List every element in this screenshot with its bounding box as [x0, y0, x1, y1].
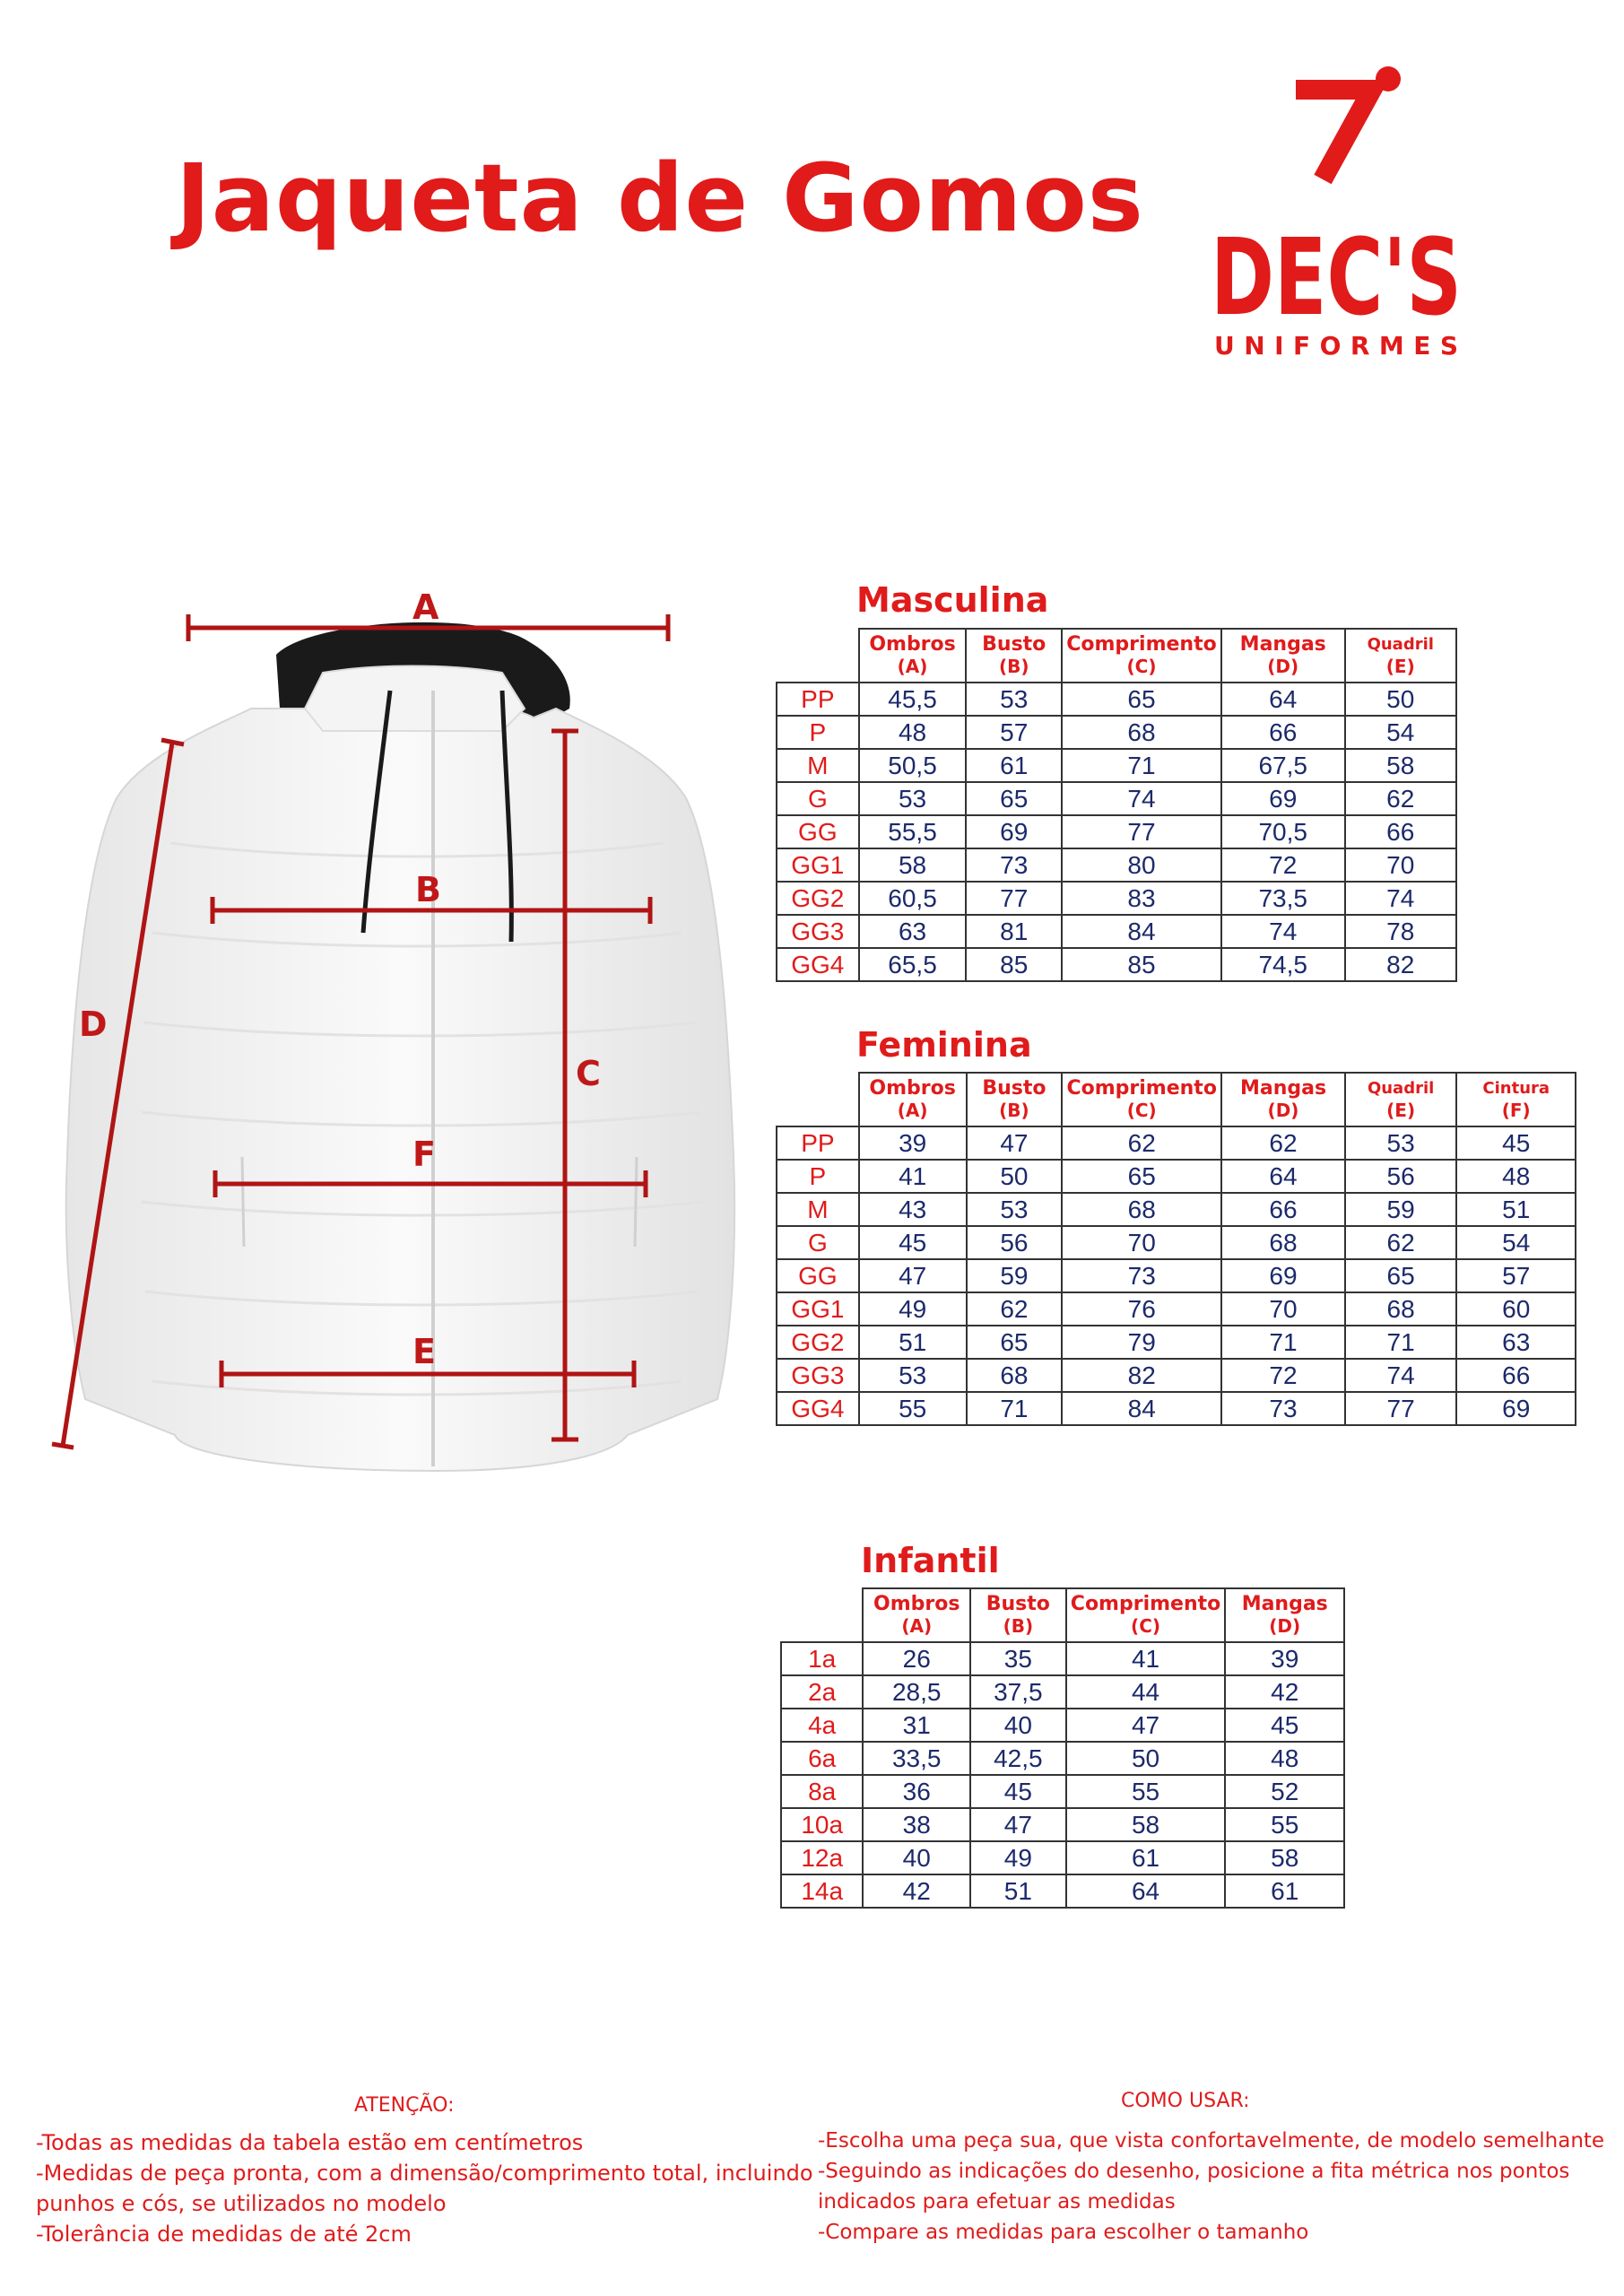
size-label: GG3: [777, 915, 859, 948]
measurement-cell: 62: [1345, 782, 1457, 815]
measurement-cell: 71: [1345, 1326, 1457, 1359]
size-label: GG4: [777, 948, 859, 981]
col-busto: Busto (B): [966, 629, 1062, 683]
measurement-cell: 45: [1225, 1709, 1344, 1742]
measurement-cell: 77: [1345, 1392, 1457, 1425]
measurement-cell: 74: [1345, 882, 1457, 915]
size-label: GG2: [777, 882, 859, 915]
col-cintura: Cintura (F): [1456, 1073, 1576, 1126]
measurement-cell: 82: [1345, 948, 1457, 981]
table-row: [777, 1193, 1576, 1226]
measurement-cell: 64: [1066, 1874, 1226, 1908]
measurement-cell: 69: [1221, 782, 1345, 815]
jacket-diagram: [36, 574, 771, 1507]
measurement-cell: 82: [1062, 1359, 1221, 1392]
size-label: 6a: [781, 1742, 863, 1775]
measurement-cell: 84: [1062, 915, 1221, 948]
measurement-cell: 53: [1345, 1126, 1457, 1160]
measurement-cell: 63: [1456, 1326, 1576, 1359]
measurement-cell: 65: [1062, 1160, 1221, 1193]
col-mangas: Mangas (D): [1221, 629, 1345, 683]
measurement-cell: 71: [1062, 749, 1221, 782]
measurement-cell: 48: [859, 716, 967, 749]
measurement-cell: 41: [1066, 1642, 1226, 1675]
table-feminina: [776, 1072, 1576, 1426]
measurement-cell: 31: [863, 1709, 970, 1742]
measurement-cell: 65: [1062, 683, 1221, 716]
measurement-cell: 37,5: [970, 1675, 1066, 1709]
measurement-cell: 55: [1066, 1775, 1226, 1808]
table-infantil: [780, 1587, 1345, 1909]
measurement-cell: 62: [1221, 1126, 1345, 1160]
measurement-cell: 53: [966, 683, 1062, 716]
measurement-cell: 66: [1456, 1359, 1576, 1392]
col-quadril: Quadril (E): [1345, 1073, 1457, 1126]
measurement-cell: 58: [859, 848, 967, 882]
measurement-cell: 63: [859, 915, 967, 948]
measurement-cell: 45,5: [859, 683, 967, 716]
measurement-cell: 84: [1062, 1392, 1221, 1425]
measurement-cell: 57: [1456, 1259, 1576, 1292]
measurement-cell: 55: [859, 1392, 967, 1425]
brand-logo: [1202, 63, 1498, 359]
table-row: [777, 1160, 1576, 1193]
measurement-cell: 49: [970, 1841, 1066, 1874]
col-comprimento: Comprimento (C): [1066, 1588, 1226, 1642]
table-row: [781, 1642, 1344, 1675]
table-row: [777, 848, 1456, 882]
measurement-cell: 73: [1221, 1392, 1345, 1425]
size-label: P: [777, 716, 859, 749]
measurement-cell: 47: [859, 1259, 967, 1292]
measurement-cell: 83: [1062, 882, 1221, 915]
label-e: E: [413, 1332, 436, 1371]
label-d: D: [79, 1004, 108, 1044]
measurement-cell: 81: [966, 915, 1062, 948]
measurement-cell: 77: [966, 882, 1062, 915]
jacket-collar: [305, 666, 525, 732]
col-ombros: Ombros (A): [863, 1588, 970, 1642]
measurement-cell: 70: [1062, 1226, 1221, 1259]
measurement-cell: 50,5: [859, 749, 967, 782]
measurement-cell: 68: [967, 1359, 1063, 1392]
measurement-cell: 39: [859, 1126, 967, 1160]
measurement-cell: 33,5: [863, 1742, 970, 1775]
measurement-cell: 62: [967, 1292, 1063, 1326]
measurement-cell: 26: [863, 1642, 970, 1675]
table-row: [777, 1126, 1576, 1160]
section-title-feminina: Feminina: [856, 1025, 1032, 1065]
measurement-cell: 78: [1345, 915, 1457, 948]
measurement-cell: 69: [1456, 1392, 1576, 1425]
measurement-cell: 45: [970, 1775, 1066, 1808]
note-line: -Compare as medidas para escolher o tamanho: [818, 2221, 1309, 2244]
size-label: 4a: [781, 1709, 863, 1742]
col-comprimento: Comprimento (C): [1062, 1073, 1221, 1126]
note-line: punhos e cós, se utilizados no modelo: [36, 2191, 447, 2216]
measurement-cell: 43: [859, 1193, 967, 1226]
measurement-cell: 58: [1225, 1841, 1344, 1874]
measurement-cell: 65: [967, 1326, 1063, 1359]
measurement-cell: 68: [1345, 1292, 1457, 1326]
size-label: PP: [777, 683, 859, 716]
measurement-cell: 59: [967, 1259, 1063, 1292]
table-row: [777, 716, 1456, 749]
como-usar-list: [818, 2126, 1604, 2248]
measurement-cell: 53: [859, 1359, 967, 1392]
measurement-cell: 67,5: [1221, 749, 1345, 782]
measurement-cell: 45: [1456, 1126, 1576, 1160]
measurement-cell: 61: [1066, 1841, 1226, 1874]
table-row: [777, 948, 1456, 981]
size-label: PP: [777, 1126, 859, 1160]
table-row: [777, 749, 1456, 782]
table-row: [777, 1359, 1576, 1392]
col-quadril: Quadril (E): [1345, 629, 1457, 683]
note-line: -Medidas de peça pronta, com a dimensão/comprimento total, incluindo: [36, 2161, 813, 2186]
table-row: [781, 1841, 1344, 1874]
measurement-cell: 50: [1066, 1742, 1226, 1775]
measurement-cell: 69: [966, 815, 1062, 848]
brand-subtitle: UNIFORMES: [1214, 331, 1458, 359]
measurement-cell: 53: [967, 1193, 1063, 1226]
measurement-cell: 28,5: [863, 1675, 970, 1709]
measurement-cell: 53: [859, 782, 967, 815]
size-label: 1a: [781, 1642, 863, 1675]
size-label: 14a: [781, 1874, 863, 1908]
measurement-cell: 65,5: [859, 948, 967, 981]
table-header: [781, 1588, 1344, 1642]
measurement-cell: 52: [1225, 1775, 1344, 1808]
measurement-cell: 59: [1345, 1193, 1457, 1226]
measurement-cell: 58: [1345, 749, 1457, 782]
measurement-cell: 73,5: [1221, 882, 1345, 915]
como-usar-title: COMO USAR:: [1121, 2090, 1250, 2112]
measurement-cell: 66: [1221, 1193, 1345, 1226]
table-row: [777, 915, 1456, 948]
measurement-cell: 60,5: [859, 882, 967, 915]
measurement-cell: 70: [1345, 848, 1457, 882]
measurement-cell: 66: [1345, 815, 1457, 848]
page-title: Jaqueta de Gomos: [176, 144, 1144, 253]
measurement-cell: 73: [966, 848, 1062, 882]
measurement-cell: 74: [1345, 1359, 1457, 1392]
measurement-cell: 39: [1225, 1642, 1344, 1675]
size-label: M: [777, 749, 859, 782]
col-mangas: Mangas (D): [1225, 1588, 1344, 1642]
table-row: [781, 1742, 1344, 1775]
measurement-cell: 79: [1062, 1326, 1221, 1359]
measurement-cell: 42: [1225, 1675, 1344, 1709]
measurement-cell: 56: [967, 1226, 1063, 1259]
size-label: G: [777, 782, 859, 815]
table-row: [777, 1326, 1576, 1359]
measurement-cell: 74: [1221, 915, 1345, 948]
measurement-cell: 50: [1345, 683, 1457, 716]
measurement-cell: 47: [970, 1808, 1066, 1841]
measurement-cell: 50: [967, 1160, 1063, 1193]
note-line: -Escolha uma peça sua, que vista confortavelmente, de modelo semelhante: [818, 2129, 1605, 2152]
size-label: GG1: [777, 848, 859, 882]
table-row: [777, 815, 1456, 848]
size-label: 10a: [781, 1808, 863, 1841]
measurement-cell: 51: [970, 1874, 1066, 1908]
table-row: [781, 1808, 1344, 1841]
label-b: B: [415, 870, 441, 909]
table-header: [777, 1073, 1576, 1126]
col-ombros: Ombros (A): [859, 629, 967, 683]
measurement-cell: 66: [1221, 716, 1345, 749]
measurement-cell: 44: [1066, 1675, 1226, 1709]
size-label: 12a: [781, 1841, 863, 1874]
measurement-cell: 69: [1221, 1259, 1345, 1292]
measurement-cell: 55: [1225, 1808, 1344, 1841]
measurement-cell: 35: [970, 1642, 1066, 1675]
measurement-cell: 62: [1345, 1226, 1457, 1259]
measurement-cell: 54: [1456, 1226, 1576, 1259]
measurement-cell: 62: [1062, 1126, 1221, 1160]
atencao-list: [36, 2127, 813, 2249]
measurement-cell: 68: [1062, 1193, 1221, 1226]
size-label: P: [777, 1160, 859, 1193]
size-label: G: [777, 1226, 859, 1259]
measurement-cell: 56: [1345, 1160, 1457, 1193]
measurement-cell: 40: [863, 1841, 970, 1874]
col-busto: Busto (B): [967, 1073, 1063, 1126]
table-header: [777, 629, 1456, 683]
measurement-cell: 47: [967, 1126, 1063, 1160]
table-row: [781, 1709, 1344, 1742]
measurement-cell: 36: [863, 1775, 970, 1808]
table-row: [777, 1259, 1576, 1292]
note-line: -Tolerância de medidas de até 2cm: [36, 2222, 412, 2247]
measurement-cell: 57: [966, 716, 1062, 749]
measurement-cell: 41: [859, 1160, 967, 1193]
table-row: [777, 782, 1456, 815]
table-row: [777, 1292, 1576, 1326]
measurement-cell: 72: [1221, 848, 1345, 882]
size-label: GG4: [777, 1392, 859, 1425]
measurement-cell: 49: [859, 1292, 967, 1326]
label-f: F: [413, 1135, 436, 1174]
table-masculina: [776, 628, 1457, 982]
measurement-cell: 55,5: [859, 815, 967, 848]
measurement-cell: 73: [1062, 1259, 1221, 1292]
measurement-cell: 45: [859, 1226, 967, 1259]
measurement-cell: 40: [970, 1709, 1066, 1742]
size-label: 8a: [781, 1775, 863, 1808]
measurement-cell: 48: [1225, 1742, 1344, 1775]
measurement-cell: 48: [1456, 1160, 1576, 1193]
measurement-cell: 51: [859, 1326, 967, 1359]
measurement-cell: 68: [1221, 1226, 1345, 1259]
size-label: M: [777, 1193, 859, 1226]
measurement-cell: 64: [1221, 1160, 1345, 1193]
measurement-cell: 65: [1345, 1259, 1457, 1292]
section-title-masculina: Masculina: [856, 580, 1049, 620]
measurement-cell: 70,5: [1221, 815, 1345, 848]
note-line: -Seguindo as indicações do desenho, posicione a fita métrica nos pontos: [818, 2160, 1570, 2183]
measurement-cell: 85: [966, 948, 1062, 981]
table-row: [781, 1675, 1344, 1709]
col-ombros: Ombros (A): [859, 1073, 967, 1126]
measurement-cell: 64: [1221, 683, 1345, 716]
measurement-cell: 68: [1062, 716, 1221, 749]
size-label: 2a: [781, 1675, 863, 1709]
measurement-cell: 65: [966, 782, 1062, 815]
measurement-cell: 74,5: [1221, 948, 1345, 981]
size-label: GG3: [777, 1359, 859, 1392]
measurement-cell: 71: [967, 1392, 1063, 1425]
note-line: indicados para efetuar as medidas: [818, 2190, 1176, 2213]
measurement-cell: 51: [1456, 1193, 1576, 1226]
measurement-cell: 38: [863, 1808, 970, 1841]
size-label: GG: [777, 815, 859, 848]
measurement-cell: 58: [1066, 1808, 1226, 1841]
brand-name: DEC'S: [1211, 215, 1462, 339]
col-comprimento: Comprimento (C): [1062, 629, 1221, 683]
measurement-cell: 71: [1221, 1326, 1345, 1359]
measurement-cell: 47: [1066, 1709, 1226, 1742]
label-c: C: [576, 1054, 601, 1093]
table-row: [777, 683, 1456, 716]
table-row: [777, 882, 1456, 915]
measurement-cell: 60: [1456, 1292, 1576, 1326]
measurement-cell: 74: [1062, 782, 1221, 815]
table-row: [777, 1226, 1576, 1259]
measurement-cell: 80: [1062, 848, 1221, 882]
section-title-infantil: Infantil: [861, 1541, 1000, 1580]
note-line: -Todas as medidas da tabela estão em centímetros: [36, 2130, 584, 2155]
label-a: A: [413, 587, 439, 627]
col-mangas: Mangas (D): [1221, 1073, 1345, 1126]
measurement-cell: 42,5: [970, 1742, 1066, 1775]
measurement-cell: 76: [1062, 1292, 1221, 1326]
size-label: GG2: [777, 1326, 859, 1359]
measurement-cell: 77: [1062, 815, 1221, 848]
measurement-cell: 85: [1062, 948, 1221, 981]
jacket-body: [66, 699, 734, 1471]
measurement-cell: 54: [1345, 716, 1457, 749]
measurement-cell: 61: [966, 749, 1062, 782]
measurement-cell: 42: [863, 1874, 970, 1908]
measurement-cell: 70: [1221, 1292, 1345, 1326]
table-row: [781, 1874, 1344, 1908]
size-label: GG: [777, 1259, 859, 1292]
table-row: [781, 1775, 1344, 1808]
size-label: GG1: [777, 1292, 859, 1326]
measurement-cell: 72: [1221, 1359, 1345, 1392]
measurement-cell: 61: [1225, 1874, 1344, 1908]
table-row: [777, 1392, 1576, 1425]
col-busto: Busto (B): [970, 1588, 1066, 1642]
atencao-title: ATENÇÃO:: [354, 2094, 455, 2117]
